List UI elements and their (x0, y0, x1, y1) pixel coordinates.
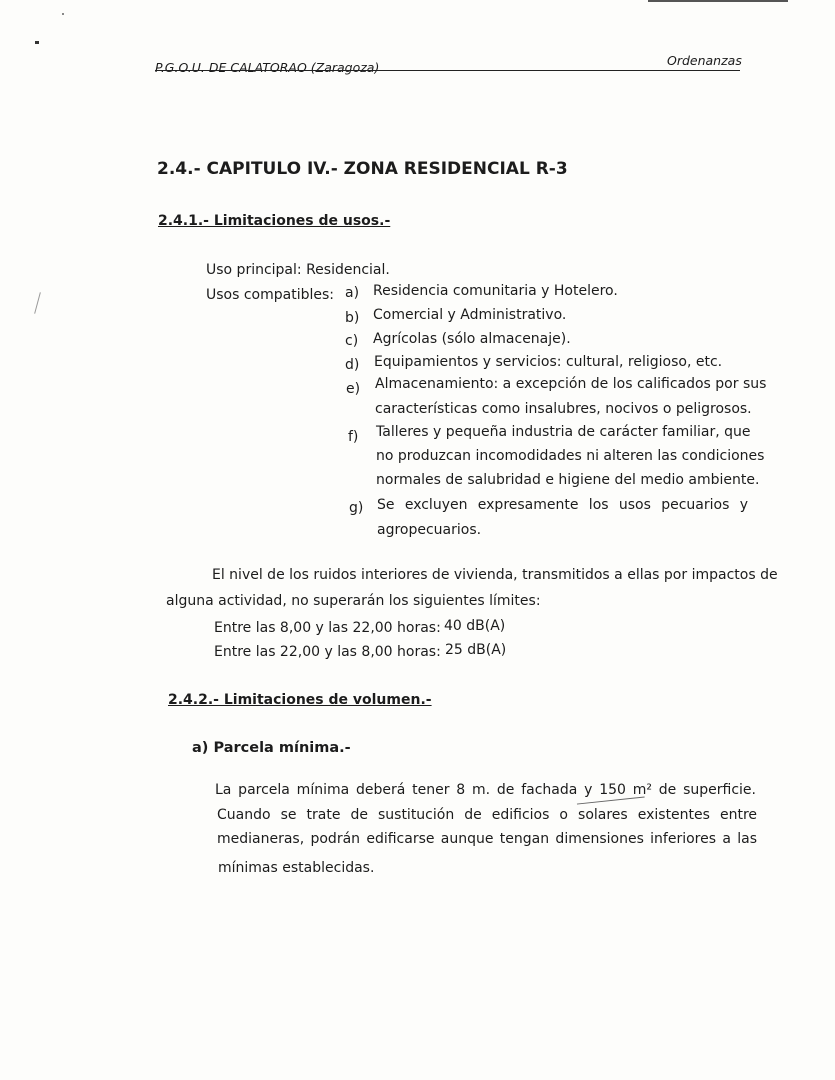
list-letter: g) (349, 500, 364, 516)
list-letter: f) (348, 429, 359, 445)
parcela-paragraph-line: medianeras, podrán edificarse aunque tengan dimensiones inferiores a las (217, 831, 757, 847)
subsection-title-parcela: a) Parcela mínima.- (192, 740, 351, 756)
list-item-line: Equipamientos y servicios: cultural, religioso, etc. (374, 354, 723, 370)
noise-limit-value: 40 dB(A) (444, 618, 506, 634)
scan-speck (62, 13, 64, 15)
header-rule (155, 70, 740, 71)
scan-edge-mark (648, 0, 788, 2)
list-item-line: Agrícolas (sólo almacenaje). (373, 331, 571, 347)
list-letter: c) (345, 333, 359, 349)
section-title-usos: 2.4.1.- Limitaciones de usos.- (158, 213, 391, 229)
list-item-line: Comercial y Administrativo. (373, 307, 567, 323)
parcela-paragraph-line: Cuando se trate de sustitución de edificios o solares existentes entre (217, 807, 757, 823)
scan-speck (34, 292, 41, 314)
main-use: Uso principal: Residencial. (206, 262, 390, 278)
compatible-uses-label: Usos compatibles: (206, 287, 334, 303)
parcela-paragraph-line: mínimas establecidas. (218, 860, 375, 876)
list-letter: b) (345, 310, 360, 326)
noise-limit-value: 25 dB(A) (445, 642, 507, 658)
chapter-title: 2.4.- CAPITULO IV.- ZONA RESIDENCIAL R-3 (157, 159, 568, 179)
list-item-line: Almacenamiento: a excepción de los calificados por sus (375, 376, 767, 392)
list-item-line: características como insalubres, nocivos o peligrosos. (375, 401, 752, 417)
list-letter: a) (345, 285, 360, 301)
section-title-volumen: 2.4.2.- Limitaciones de volumen.- (168, 692, 432, 708)
list-item-line: Residencia comunitaria y Hotelero. (373, 283, 618, 299)
list-item-line: Talleres y pequeña industria de carácter familiar, que (376, 424, 751, 440)
parcela-paragraph-line: La parcela mínima deberá tener 8 m. de fachada y 150 m² de superficie. (215, 782, 756, 798)
list-item-line: Se excluyen expresamente los usos pecuarios y (377, 497, 748, 513)
noise-paragraph-line: alguna actividad, no superarán los siguientes límites: (166, 593, 541, 609)
list-item-line: no produzcan incomodidades ni alteren las condiciones (376, 448, 765, 464)
list-item-line: normales de salubridad e higiene del medio ambiente. (376, 472, 760, 488)
header-document-title: P.G.O.U. DE CALATORAO (Zaragoza) (155, 60, 380, 75)
scan-speck (35, 41, 39, 44)
list-letter: e) (346, 381, 361, 397)
noise-paragraph-line: El nivel de los ruidos interiores de vivienda, transmitidos a ellas por impactos de (212, 567, 778, 583)
list-item-line: agropecuarios. (377, 522, 482, 538)
noise-limit-label: Entre las 8,00 y las 22,00 horas: (214, 620, 441, 636)
header-section-label: Ordenanzas (667, 53, 742, 68)
list-letter: d) (345, 357, 360, 373)
noise-limit-label: Entre las 22,00 y las 8,00 horas: (214, 644, 441, 660)
